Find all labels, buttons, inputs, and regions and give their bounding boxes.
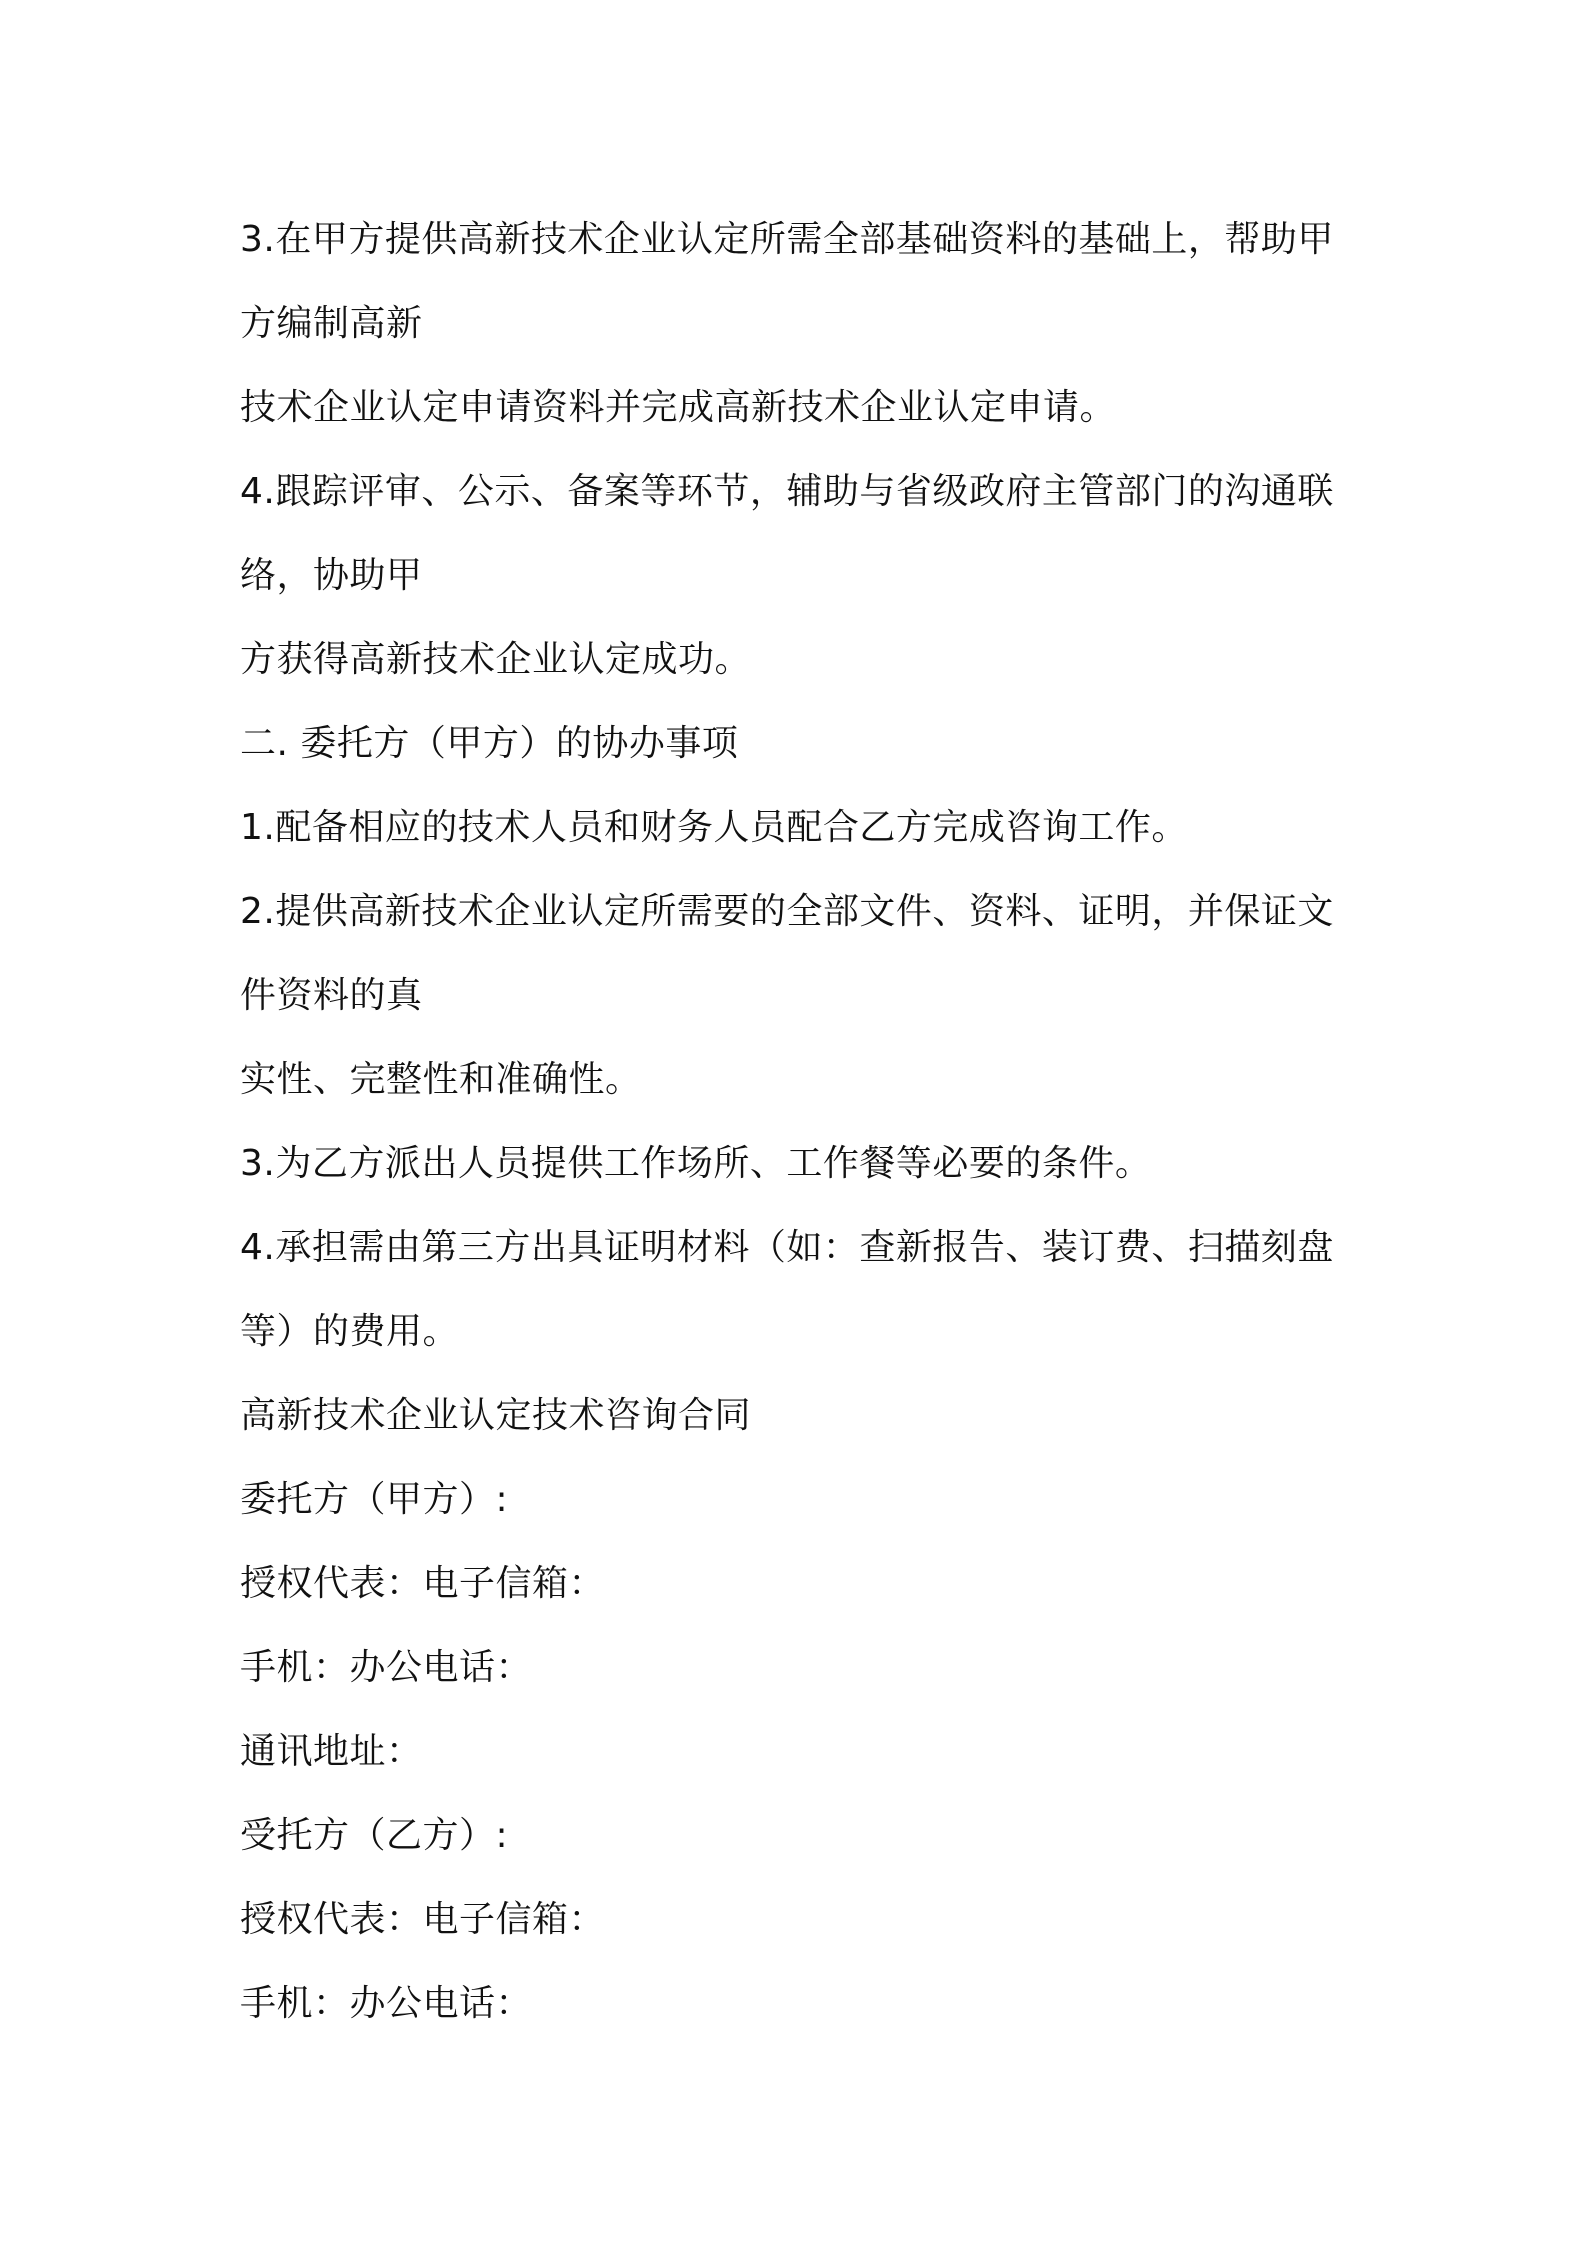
party-b-representative-email: 授权代表：电子信箱： (240, 1899, 606, 1940)
text-line: 4.跟踪评审、公示、备案等环节，辅助与省级政府主管部门的沟通联 (240, 471, 1334, 512)
text-line: 3.为乙方派出人员提供工作场所、工作餐等必要的条件。 (240, 1143, 1152, 1184)
text-line: 3.在甲方提供高新技术企业认定所需全部基础资料的基础上，帮助甲 (240, 219, 1334, 260)
text-line: 2.提供高新技术企业认定所需要的全部文件、资料、证明，并保证文 (240, 891, 1334, 932)
text-line: 4.承担需由第三方出具证明材料（如：查新报告、装订费、扫描刻盘 (240, 1227, 1334, 1268)
contract-title: 高新技术企业认定技术咨询合同 (240, 1395, 752, 1436)
text-line: 1.配备相应的技术人员和财务人员配合乙方完成咨询工作。 (240, 807, 1188, 848)
text-line: 络，协助甲 (240, 555, 423, 596)
text-line: 等）的费用。 (240, 1311, 460, 1352)
section-heading: 二. 委托方（甲方）的协办事项 (240, 723, 739, 764)
text-line: 方获得高新技术企业认定成功。 (240, 639, 752, 680)
text-line: 方编制高新 (240, 303, 423, 344)
party-a-representative-email: 授权代表：电子信箱： (240, 1563, 606, 1604)
party-b-label: 受托方（乙方）: (240, 1815, 509, 1856)
party-a-label: 委托方（甲方）: (240, 1479, 509, 1520)
party-a-address: 通讯地址： (240, 1731, 423, 1772)
document-body (240, 198, 1360, 2046)
text-line: 技术企业认定申请资料并完成高新技术企业认定申请。 (240, 387, 1117, 428)
text-line: 件资料的真 (240, 975, 423, 1016)
party-b-phone: 手机：办公电话： (240, 1983, 533, 2024)
party-a-phone: 手机：办公电话： (240, 1647, 533, 1688)
text-line: 实性、完整性和准确性。 (240, 1059, 642, 1100)
